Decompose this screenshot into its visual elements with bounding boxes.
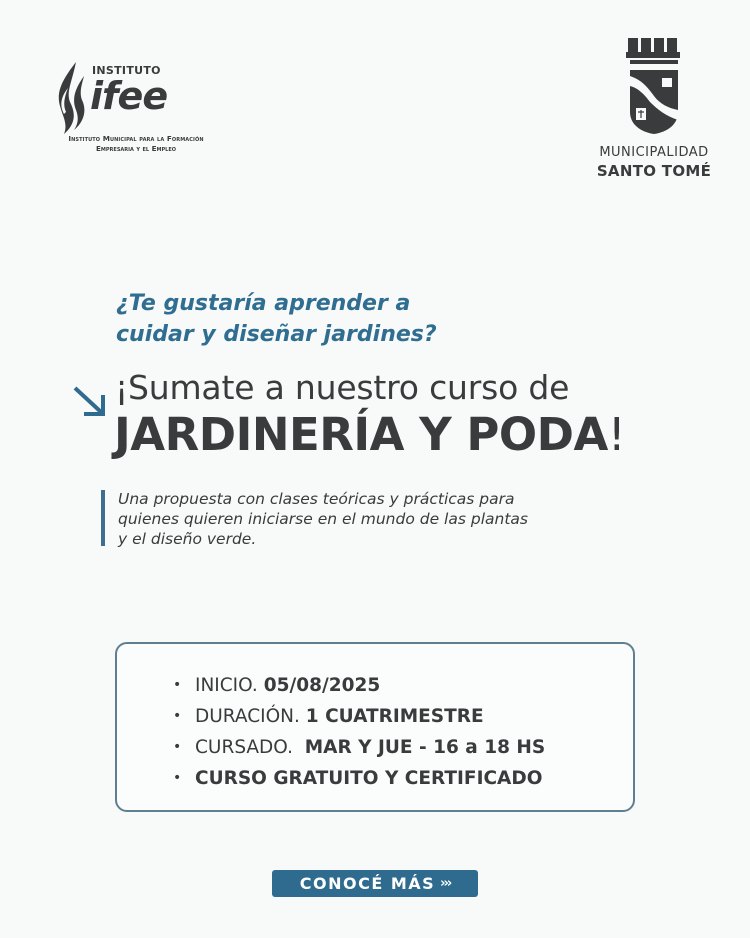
info-label: CURSADO. [195, 737, 305, 758]
info-value: 1 CUATRIMESTRE [305, 706, 484, 727]
info-label: INICIO. [195, 675, 264, 696]
coat-of-arms-icon [624, 36, 684, 136]
description-line: Una propuesta con clases teóricas y prácticas para [118, 490, 515, 508]
flame-icon [54, 62, 90, 134]
course-title-exclamation: ! [607, 408, 626, 461]
info-value: CURSO GRATUITO Y CERTIFICADO [195, 768, 543, 789]
course-info-box [115, 642, 635, 812]
ifee-logo [46, 60, 226, 160]
bullet-icon: • [173, 677, 182, 693]
description-line: y el diseño verde. [118, 530, 257, 548]
logo-top-label: INSTITUTO [92, 64, 161, 77]
description-accent-bar [101, 490, 105, 546]
bullet-icon: • [173, 708, 182, 724]
info-value: MAR Y JUE - 16 a 18 HS [304, 737, 546, 758]
info-item-start [173, 670, 545, 701]
course-title-text: JARDINERÍA Y PODA [114, 408, 608, 461]
logo-subtitle-line2: Empresaria y el Empleo [96, 144, 176, 153]
info-item-free-certified [173, 763, 545, 794]
info-item-duration [173, 701, 545, 732]
info-value: 05/08/2025 [263, 675, 381, 696]
municipalidad-label: MUNICIPALIDAD [599, 145, 709, 160]
hero-question-line: cuidar y diseñar jardines? [116, 322, 437, 347]
hero-question-line: ¿Te gustaría aprender a [116, 291, 411, 316]
hero-intro: ¡Sumate a nuestro curso de [115, 368, 570, 407]
arrow-down-right-icon [72, 385, 106, 417]
municipalidad-logo [584, 36, 724, 186]
description-line: quienes quieren iniciarse en el mundo de las plantas [118, 510, 528, 528]
logo-brand: ifee [90, 74, 168, 118]
course-title [114, 408, 625, 461]
logo-subtitle-line1: Instituto Municipal para la Formación [68, 134, 204, 143]
santo-tome-label: SANTO TOMÉ [596, 162, 712, 180]
bullet-icon: • [173, 770, 182, 786]
bullet-icon: • [173, 739, 182, 755]
learn-more-label: CONOCÉ MÁS [299, 874, 436, 893]
info-label: DURACIÓN. [195, 706, 306, 727]
course-info-list [173, 670, 545, 794]
learn-more-button[interactable] [272, 870, 478, 897]
info-item-schedule [173, 732, 545, 763]
chevrons-right-icon: ››› [440, 876, 451, 891]
hero-question [116, 288, 437, 350]
course-description [118, 489, 588, 549]
